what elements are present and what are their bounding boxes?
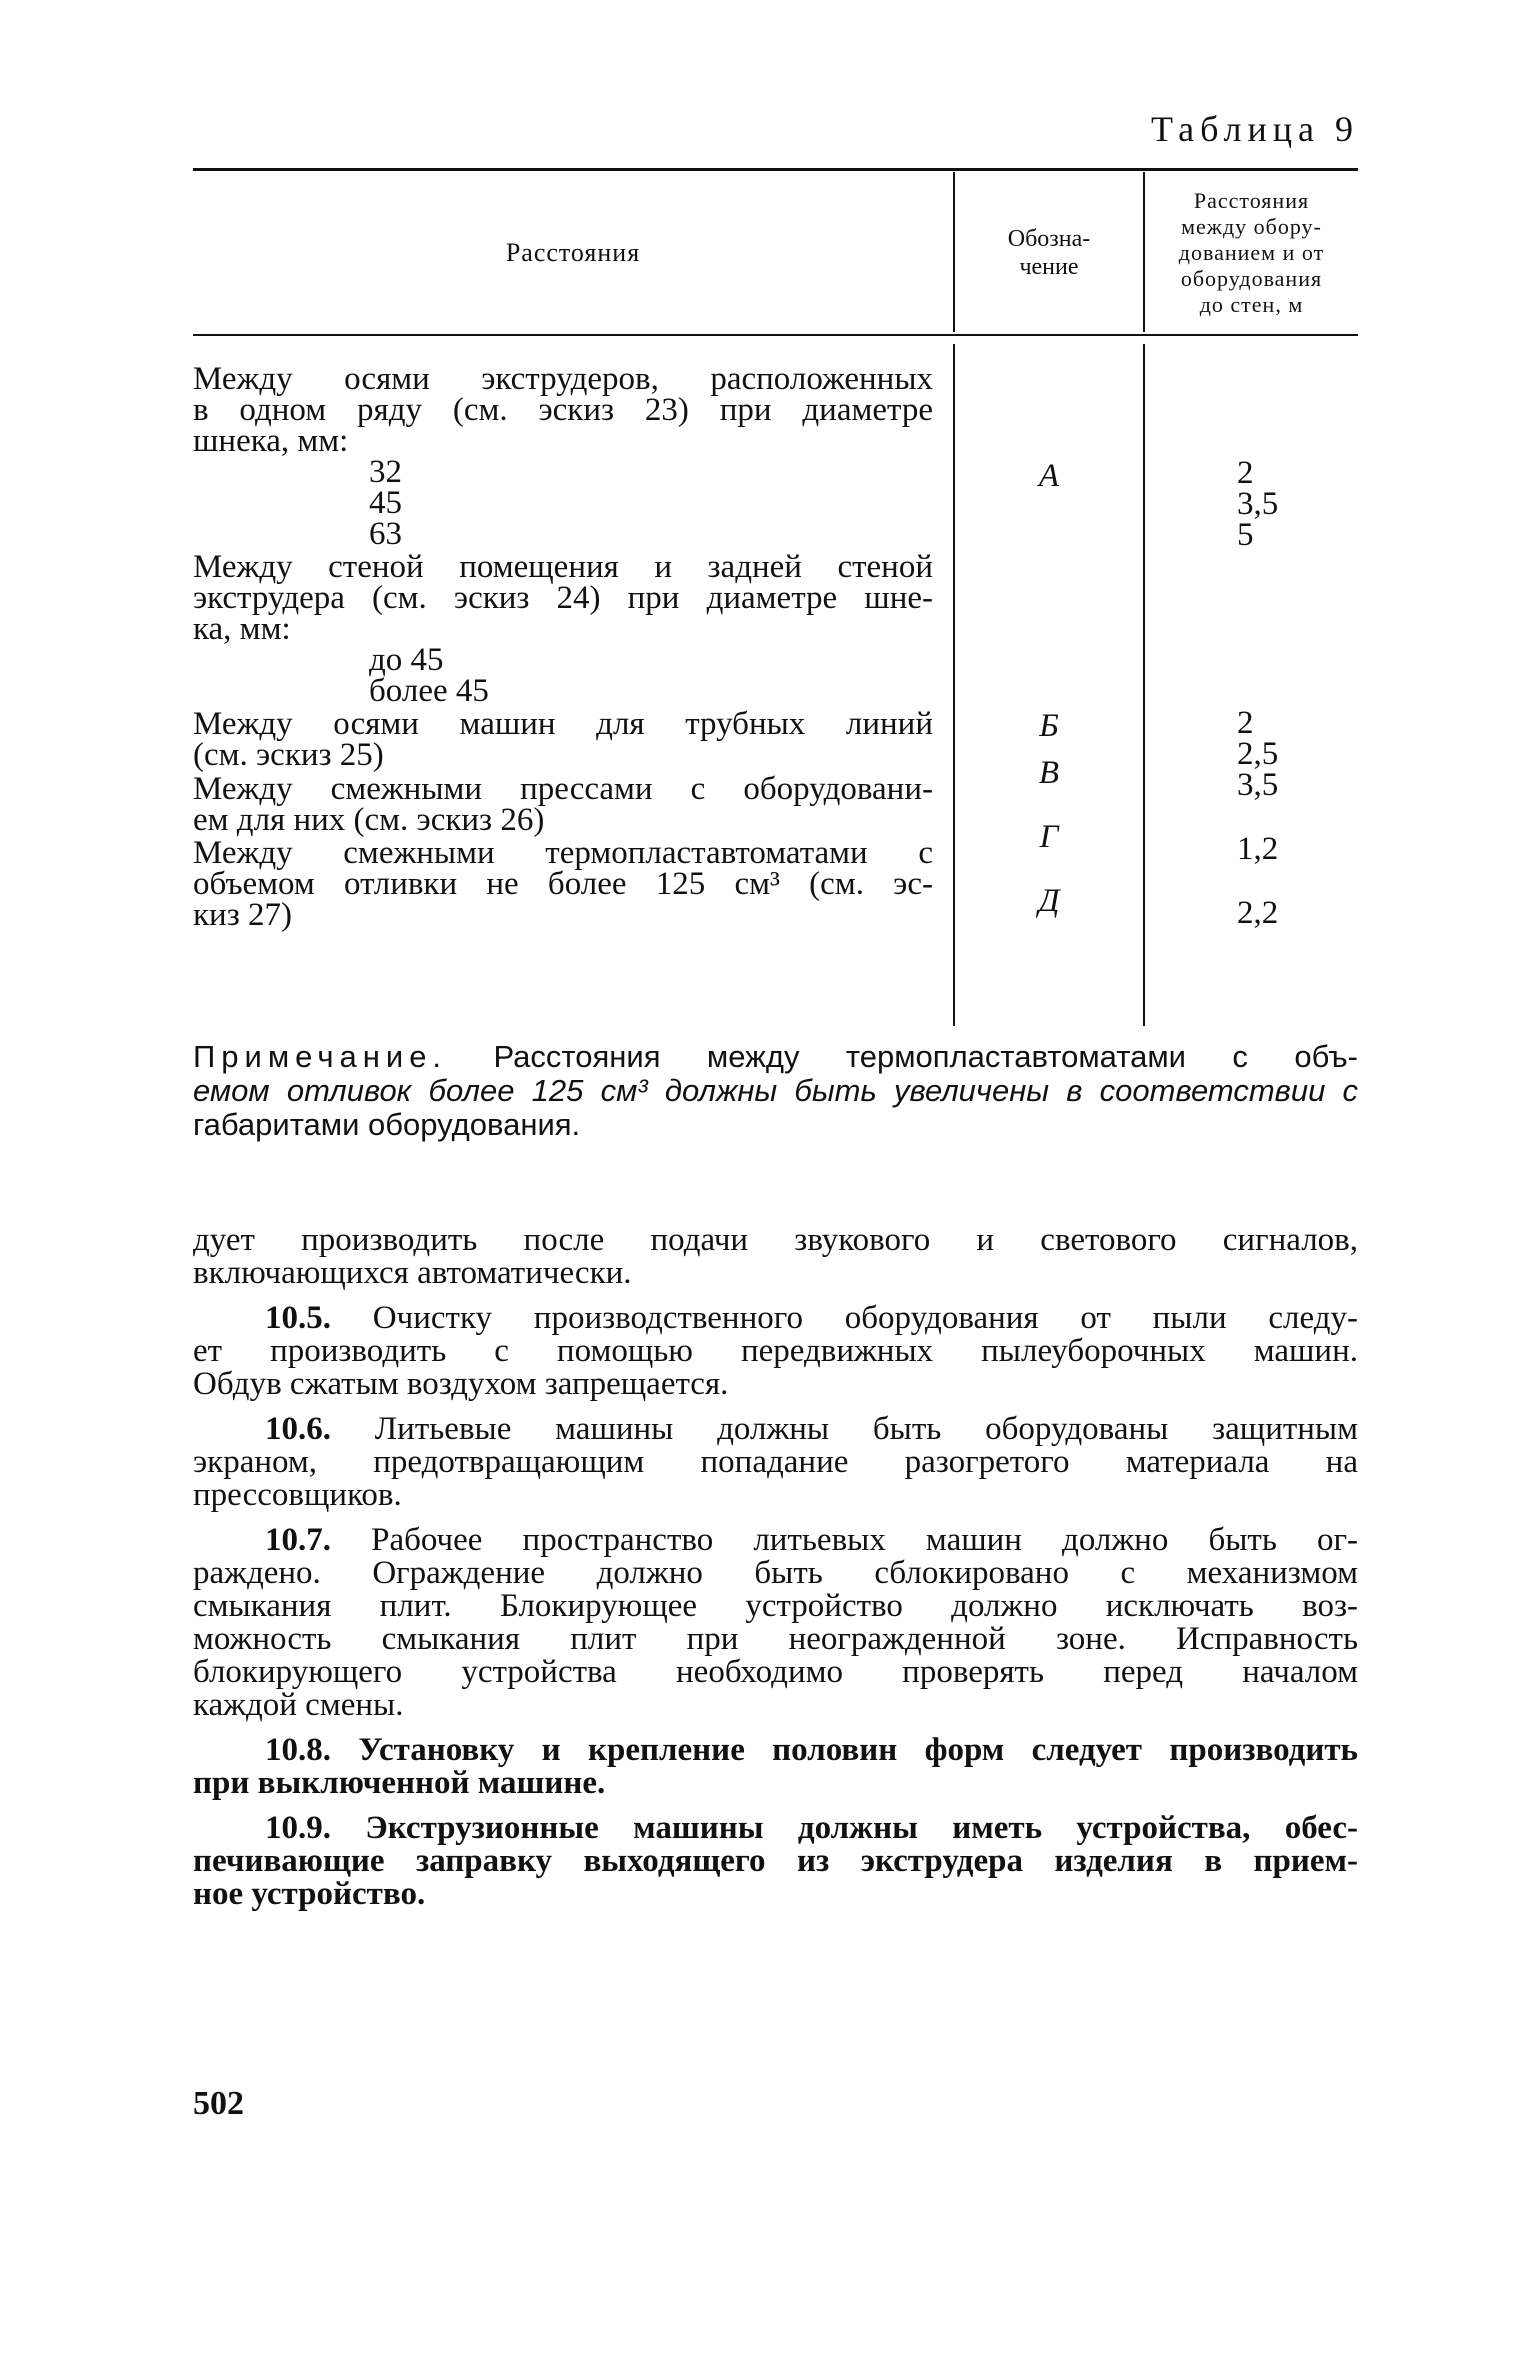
- p1-line3: Обдув сжатым воздухом запрещается.: [193, 1366, 729, 1402]
- row3-designation: В: [1038, 755, 1060, 791]
- paragraph-10-5: [193, 1302, 1358, 1401]
- p3-line1-text: Рабочее пространство литьевых машин должно быть ог-: [371, 1522, 1358, 1558]
- p1-number: 10.5.: [265, 1300, 331, 1336]
- row4-value: 1,2: [1237, 831, 1279, 867]
- p1-line1-text: Очистку производственного оборудования от пыли следу-: [372, 1300, 1358, 1336]
- p5-number: 10.9.: [265, 1810, 331, 1846]
- row2-designation: Б: [1039, 708, 1059, 744]
- row3-value: 3,5: [1237, 767, 1279, 803]
- row5-line2: объемом отливки не более 125 см³ (см. эс-: [193, 866, 933, 902]
- table-row-3-description: [193, 706, 933, 773]
- row1-line3: шнека, мм:: [193, 423, 349, 459]
- table-row-5-description: [193, 835, 933, 933]
- table-row-2-description: [193, 549, 933, 709]
- p4-line1: [193, 1734, 1358, 1767]
- row2-line3: ка, мм:: [193, 611, 291, 647]
- row2-line2: экструдера (см. эскиз 24) при диаметре шне-: [193, 580, 933, 616]
- row5-value: 2,2: [1237, 895, 1279, 931]
- p3-line5: блокирующего устройства необходимо проверять перед началом: [193, 1654, 1358, 1690]
- p3-line4: можность смыкания плит при неогражденной зоне. Исправность: [193, 1621, 1358, 1657]
- body-divider-2: [1143, 344, 1145, 1026]
- table-header-rule: [193, 334, 1358, 336]
- paragraph-continued: [193, 1224, 1358, 1290]
- p3-number: 10.7.: [265, 1522, 331, 1558]
- p3-line2: раждено. Ограждение должно быть сблокировано с механизмом: [193, 1555, 1358, 1591]
- p5-line2: печивающие заправку выходящего из экструдера изделия в прием-: [193, 1843, 1358, 1879]
- note-line3-text: габаритами оборудования.: [193, 1107, 581, 1142]
- header-distances-text: Расстояния: [505, 238, 641, 267]
- header-designation-line2: чение: [1019, 254, 1079, 280]
- header-values-line2: между обору-: [1181, 214, 1322, 239]
- row1-value-32: 2: [1237, 455, 1254, 491]
- p4-number: 10.8.: [265, 1732, 331, 1768]
- row1-sub3: 63: [369, 516, 402, 552]
- header-values-line4: оборудования: [1180, 266, 1323, 291]
- p2-number: 10.6.: [265, 1411, 331, 1447]
- page-number: 502: [193, 2085, 244, 2122]
- row3-line2: (см. эскиз 25): [193, 737, 384, 773]
- note-line2: [193, 1074, 1358, 1108]
- row5-line1: Между смежными термопластавтоматами с: [193, 835, 933, 871]
- paragraph-10-7: [193, 1524, 1358, 1722]
- row3-line1: Между осями машин для трубных линий: [193, 706, 933, 742]
- p5-line3: ное устройство.: [193, 1876, 426, 1912]
- row5-line3: киз 27): [193, 897, 292, 933]
- p3-line3: смыкания плит. Блокирующее устройство должно исключать воз-: [193, 1588, 1358, 1624]
- p3-line1: [193, 1524, 1358, 1557]
- row2-value-to45: 2: [1237, 705, 1254, 741]
- paragraph-10-8: [193, 1734, 1358, 1800]
- row1-line2: в одном ряду (см. эскиз 23) при диаметре: [193, 392, 933, 428]
- row1-value-45: 3,5: [1237, 486, 1279, 522]
- table-note: [193, 1040, 1358, 1142]
- table-row-1-description: [193, 361, 933, 552]
- p5-line1: [193, 1812, 1358, 1845]
- paragraph-10-6: [193, 1413, 1358, 1512]
- paragraph-10-9: [193, 1812, 1358, 1911]
- table-row-4-description: [193, 771, 933, 838]
- row5-designation: Д: [1038, 883, 1060, 919]
- table-caption: Таблица 9: [1151, 109, 1359, 149]
- header-values-line5: до стен, м: [1199, 292, 1304, 317]
- note-line1: [193, 1040, 1358, 1074]
- note-line3: [193, 1108, 1358, 1142]
- row4-designation: Г: [1039, 819, 1059, 855]
- row4-line2: ем для них (см. эскиз 26): [193, 802, 545, 838]
- p5-line1-text: Экструзионные машины должны иметь устройства, обес-: [365, 1810, 1358, 1846]
- note-line1-text: Расстояния между термопластавтоматами с объ-: [493, 1039, 1358, 1074]
- body-divider-1: [953, 344, 955, 1026]
- table-top-rule: [193, 168, 1358, 171]
- note-title: Примечание.: [193, 1039, 448, 1074]
- p1-line1: [193, 1302, 1358, 1335]
- body-text: [193, 1224, 1358, 1923]
- p0-line2: включающихся автоматически.: [193, 1255, 632, 1291]
- p4-line2: при выключенной машине.: [193, 1765, 606, 1801]
- p1-line2: ет производить с помощью передвижных пылеуборочных машин.: [193, 1333, 1358, 1369]
- p3-line6: каждой смены.: [193, 1687, 404, 1723]
- p2-line3: прессовщиков.: [193, 1477, 402, 1513]
- row4-line1: Между смежными прессами с оборудовани-: [193, 771, 933, 807]
- row1-value-63: 5: [1237, 517, 1254, 553]
- header-values-line3: дованием и от: [1178, 240, 1325, 265]
- note-line2-text: емом отливок более 125 см³ должны быть увеличены в соответствии с: [193, 1073, 1358, 1108]
- header-designation: [955, 172, 1143, 334]
- row1-sub2: 45: [369, 485, 402, 521]
- distances-table: [193, 168, 1358, 1026]
- header-values-line1: Расстояния: [1193, 188, 1310, 213]
- row2-line1: Между стеной помещения и задней стеной: [193, 549, 933, 585]
- p2-line1-text: Литьевые машины должны быть оборудованы защитным: [374, 1411, 1358, 1447]
- row2-sub2: более 45: [369, 673, 489, 709]
- row1-line1: Между осями экструдеров, расположенных: [193, 361, 933, 397]
- header-distances: [193, 172, 953, 334]
- row1-sub1: 32: [369, 454, 402, 490]
- p2-line1: [193, 1413, 1358, 1446]
- row2-value-over45: 2,5: [1237, 736, 1279, 772]
- row2-sub1: до 45: [369, 642, 444, 678]
- p2-line2: экраном, предотвращающим попадание разогретого материала на: [193, 1444, 1358, 1480]
- row1-designation: А: [1038, 458, 1060, 494]
- p0-line1: дует производить после подачи звукового и светового сигналов,: [193, 1222, 1358, 1258]
- p4-line1-text: Установку и крепление половин форм следует производить: [358, 1732, 1358, 1768]
- header-designation-line1: Обозна-: [1007, 226, 1091, 252]
- header-values: [1145, 172, 1358, 334]
